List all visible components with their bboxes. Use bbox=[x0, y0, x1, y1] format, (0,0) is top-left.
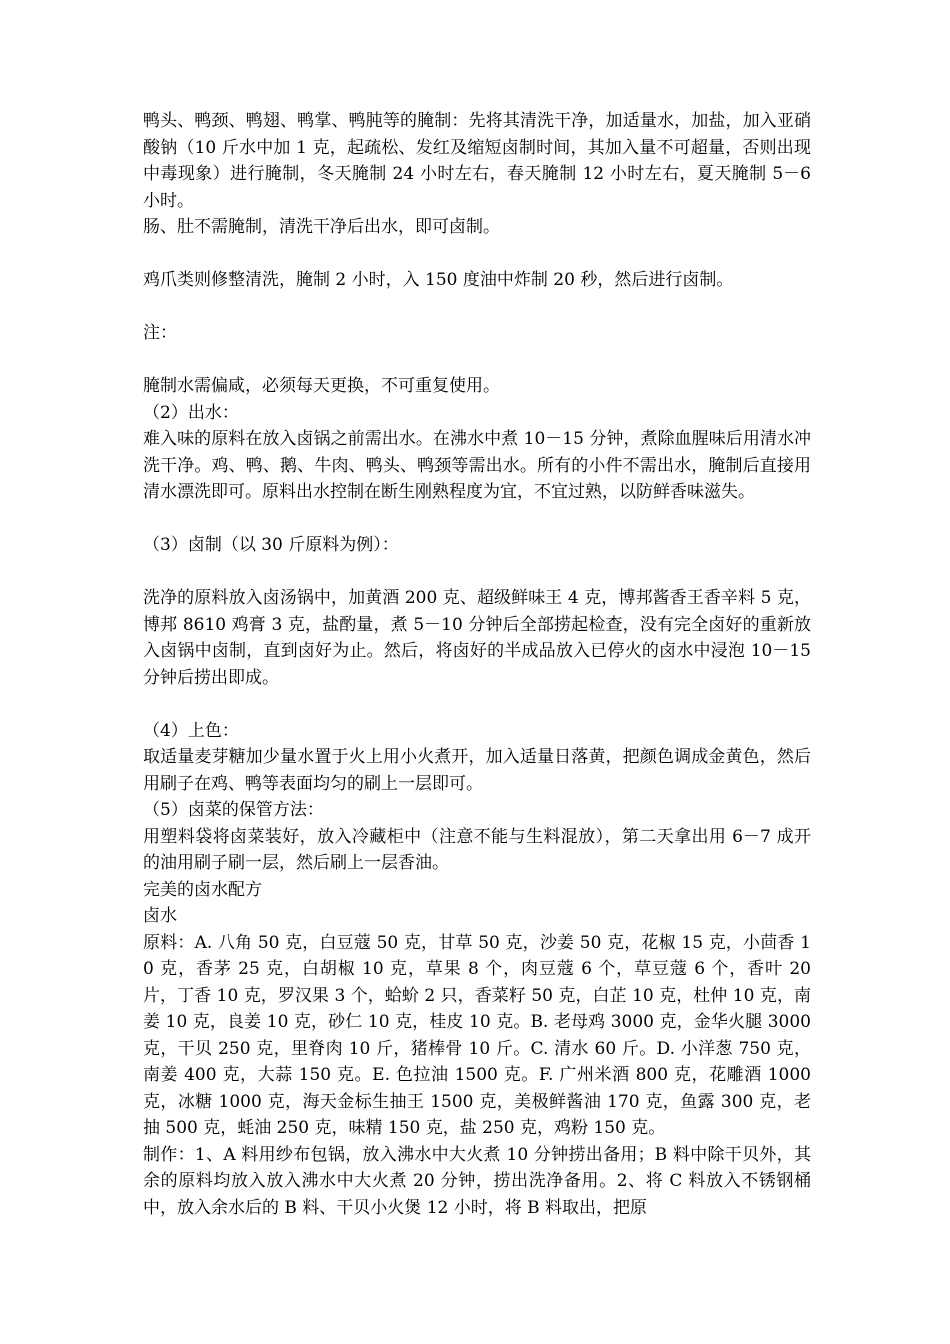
document-body bbox=[143, 108, 811, 1221]
blank-line bbox=[143, 294, 811, 321]
paragraph-preparation: 制作：1、A 料用纱布包锅，放入沸水中大火煮 10 分钟捞出备用；B 料中除干贝外，其余的原料均放入放入沸水中大火煮 20 分钟，捞出洗净备用。2、将 C 料放入不锈钢桶中，放入余水后的 B 料、干贝小火煲 12 小时，将 B 料取出，把原 bbox=[143, 1144, 811, 1218]
blank-line bbox=[143, 506, 811, 533]
paragraph-coloring: 取适量麦芽糖加少量水置于火上用小火煮开，加入适量日落黄，把颜色调成金黄色，然后用刷子在鸡、鸭等表面均匀的刷上一层即可。 bbox=[143, 747, 811, 794]
paragraph-note-text: 腌制水需偏咸，必须每天更换，不可重复使用。 bbox=[143, 376, 500, 396]
blank-line bbox=[143, 347, 811, 374]
heading-blanching: （2）出水： bbox=[143, 402, 239, 423]
paragraph-blanching: 难入味的原料在放入卤锅之前需出水。在沸水中煮 10－15 分钟，煮除血腥味后用清水冲洗干净。鸡、鸭、鹅、牛肉、鸭头、鸭颈等需出水。所有的小件不需出水，腌制后直接用清水漂洗即可。原料出水控制在断生刚熟程度为宜，不宜过熟，以防鲜香味滋失。 bbox=[143, 429, 811, 502]
paragraph-ingredients: 原料：A. 八角 50 克，白豆蔻 50 克，甘草 50 克，沙姜 50 克，花椒 15 克，小茴香 10 克，香茅 25 克，白胡椒 10 克，草果 8 个，肉豆蔻 6 个，草豆蔻 6 个，香叶 20 片，丁香 10 克，罗汉果 3 个，蛤蚧 2 只，香菜籽 50 克，白芷 10 克，杜仲 10 克，南姜 10 克，良姜 10 克，砂仁 10 克，桂皮 10 克。B. 老母鸡 3000 克，金华火腿 3000 克，干贝 250 克，里脊肉 10 斤，猪棒骨 10 斤。C. 清水 60 斤。D. 小洋葱 750 克，南姜 400 克，大蒜 150 克。E. 色拉油 1500 克。F. 广州米酒 800 克，花雕酒 1000 克，冰糖 1000 克，海天金标生抽王 1500 克，美极鲜酱油 170 克，鱼露 300 克，老抽 500 克，蚝油 250 克，味精 150 克，盐 250 克，鸡粉 150 克。 bbox=[143, 932, 811, 1138]
heading-coloring: （4）上色： bbox=[143, 720, 239, 741]
paragraph-storage: 用塑料袋将卤菜装好，放入冷藏柜中（注意不能与生料混放），第二天拿出用 6－7 成开的油用刷子刷一层，然后刷上一层香油。 bbox=[143, 826, 811, 873]
paragraph-chicken-feet: 鸡爪类则修整清洗，腌制 2 小时，入 150 度油中炸制 20 秒，然后进行卤制。 bbox=[143, 270, 734, 290]
heading-recipe: 完美的卤水配方 bbox=[143, 879, 262, 900]
paragraph-intestine-stomach: 肠、肚不需腌制，清洗干净后出水，即可卤制。 bbox=[143, 217, 500, 237]
paragraph-braising: 洗净的原料放入卤汤锅中，加黄酒 200 克、超级鲜味王 4 克，博邦酱香王香辛料 5 克，博邦 8610 鸡膏 3 克，盐酌量，煮 5－10 分钟后全部捞起检查，没有完全卤好的重新放入卤锅中卤制，直到卤好为止。然后，将卤好的半成品放入已停火的卤水中浸泡 10－15 分钟后捞出即成。 bbox=[143, 588, 811, 688]
heading-storage: （5）卤菜的保管方法： bbox=[143, 800, 324, 820]
blank-line bbox=[143, 241, 811, 268]
blank-line bbox=[143, 559, 811, 586]
paragraph-note-label: 注： bbox=[143, 323, 177, 343]
blank-line bbox=[143, 691, 811, 718]
heading-braising: （3）卤制（以 30 斤原料为例）： bbox=[143, 535, 399, 555]
paragraph-marinating-duck-parts: 鸭头、鸭颈、鸭翅、鸭掌、鸭肫等的腌制：先将其清洗干净，加适量水，加盐，加入亚硝酸钠（10 斤水中加 1 克，起疏松、发红及缩短卤制时间，其加入量不可超量，否则出现中毒现象）进行腌制，冬天腌制 24 小时左右，春天腌制 12 小时左右，夏天腌制 5－6 小时。 bbox=[143, 111, 811, 211]
heading-brine: 卤水 bbox=[143, 906, 177, 926]
